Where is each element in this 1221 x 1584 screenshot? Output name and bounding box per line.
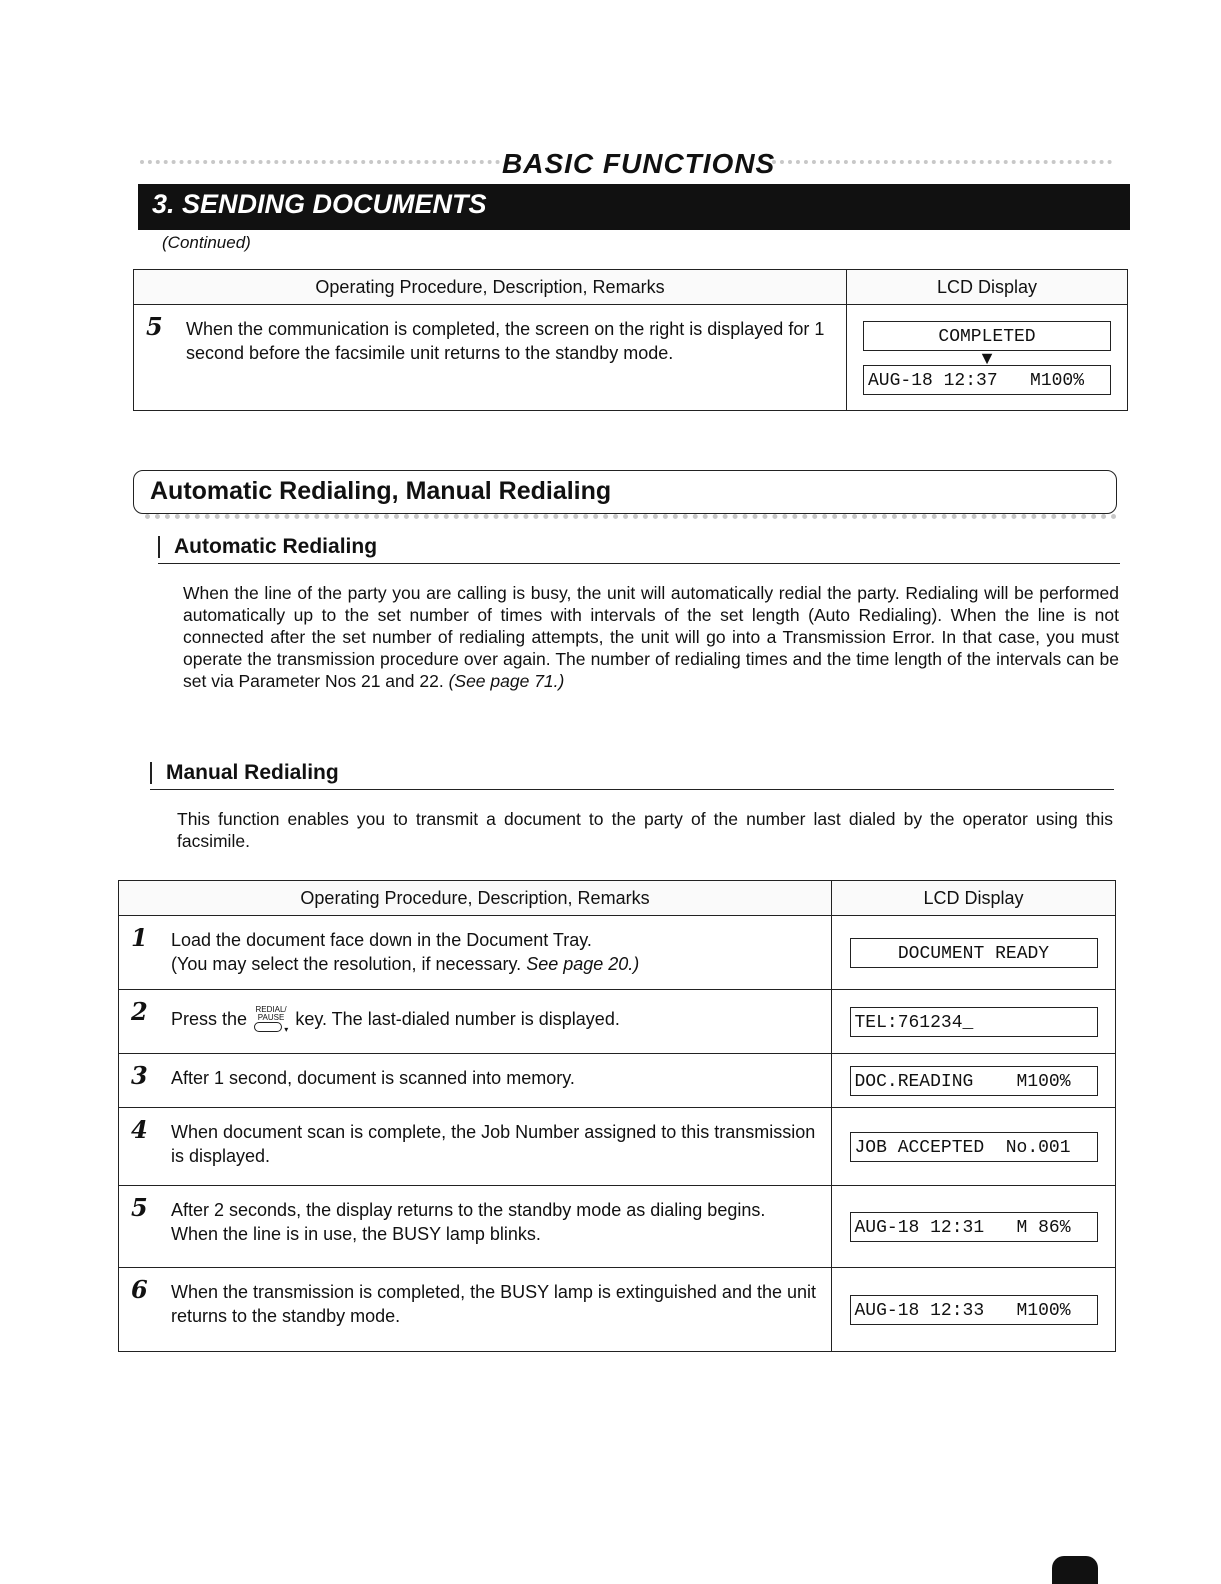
step-number: 3 — [131, 1061, 148, 1090]
table-row — [119, 1186, 1116, 1268]
step-number: 5 — [146, 312, 163, 341]
step-text: When the communication is completed, the screen on the right is displayed for 1 second before the facsimile unit returns to the standby mode. — [186, 319, 825, 363]
table-row — [119, 916, 1116, 990]
step-text: When the transmission is completed, the BUSY lamp is extinguished and the unit returns to the standby mode. — [171, 1282, 817, 1326]
page-reference: See page 20.) — [526, 954, 640, 974]
subsection-rule — [150, 789, 1114, 790]
step-text: When document scan is complete, the Job Number assigned to this transmission is displayed. — [171, 1122, 816, 1166]
page-reference: (See page 71.) — [448, 671, 565, 691]
table-row — [119, 990, 1116, 1054]
table-row — [119, 1054, 1116, 1108]
header-dotted-rule-left — [140, 160, 500, 164]
table-row — [119, 1108, 1116, 1186]
step-number: 6 — [131, 1275, 148, 1304]
col-procedure-header: Operating Procedure, Description, Remarks — [134, 270, 847, 305]
procedure-table-manual-redial — [118, 880, 1116, 1352]
key-label: REDIAL/ PAUSE — [255, 1005, 287, 1022]
table-row — [134, 305, 1128, 411]
continued-label: (Continued) — [162, 233, 251, 252]
table-row — [119, 1268, 1116, 1352]
col-procedure-header: Operating Procedure, Description, Remarks — [119, 881, 832, 916]
subsection-title-auto: Automatic Redialing — [158, 536, 377, 558]
step-number: 1 — [131, 923, 148, 952]
lcd-display: DOC.READING M100% — [850, 1066, 1098, 1096]
col-lcd-header: LCD Display — [832, 881, 1116, 916]
procedure-table-completed — [133, 269, 1128, 411]
step-text: After 2 seconds, the display returns to the standby mode as dialing begins. When the line is in use, the BUSY lamp blinks. — [171, 1200, 766, 1244]
auto-redialing-text: When the line of the party you are calling is busy, the unit will automatically redial the party. Redialing will be performed automatically up to the set number of times with intervals of the set length (Auto Redialing). When the line is not connected after the set number of redialing attempts, the unit will go into a Transmission Error. In that case, you must operate the transmission procedure over again. The number of redialing times and the time length of the intervals can be set via Parameter Nos 21 and 22. (See page 71.) — [183, 583, 1119, 691]
page-corner-tab — [1052, 1556, 1098, 1584]
chapter-banner: 3. SENDING DOCUMENTS — [138, 184, 1130, 230]
step-text: Load the document face down in the Document Tray. — [171, 930, 592, 950]
category-title: BASIC FUNCTIONS — [502, 148, 776, 179]
header-dotted-rule-right — [772, 160, 1112, 164]
lcd-display: AUG-18 12:31 M 86% — [850, 1212, 1098, 1242]
step-number: 4 — [131, 1115, 148, 1144]
lcd-display: AUG-18 12:33 M100% — [850, 1295, 1098, 1325]
subsection-rule — [158, 563, 1120, 564]
subsection-title-manual: Manual Redialing — [150, 762, 339, 784]
step-text: key. The last-dialed number is displayed. — [295, 1008, 620, 1029]
col-lcd-header: LCD Display — [847, 270, 1128, 305]
step-number: 5 — [131, 1193, 148, 1222]
step-text: After 1 second, document is scanned into memory. — [171, 1068, 575, 1088]
section-title: Automatic Redialing, Manual Redialing — [133, 470, 1117, 514]
lcd-display: AUG-18 12:37 M100% — [863, 365, 1111, 395]
lcd-display: TEL:761234_ — [850, 1007, 1098, 1037]
redial-pause-key-icon: REDIAL/ PAUSE ▾ — [255, 1005, 289, 1034]
step-text-note: (You may select the resolution, if necessary. — [171, 954, 522, 974]
lcd-display: COMPLETED — [863, 321, 1111, 351]
step-number: 2 — [131, 997, 148, 1026]
arrow-down-icon: ▼ — [978, 347, 996, 368]
lcd-display: DOCUMENT READY — [850, 938, 1098, 968]
step-text: Press the — [171, 1008, 248, 1029]
manual-redialing-text: This function enables you to transmit a document to the party of the number last dialed by the operator using this facsimile. — [177, 809, 1113, 851]
lcd-display: JOB ACCEPTED No.001 — [850, 1132, 1098, 1162]
section-dotted-rule — [145, 514, 1117, 519]
